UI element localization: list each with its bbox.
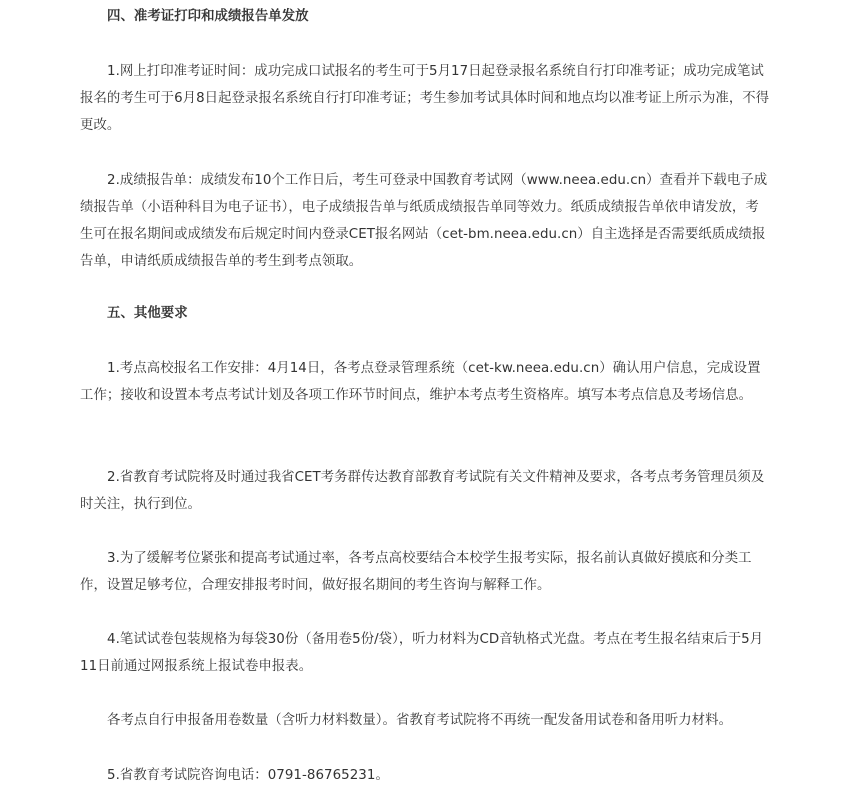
- paragraph-cet-group-notice: 2.省教育考试院将及时通过我省CET考务群传达教育部教育考试院有关文件精神及要求，各考点考务管理员须及时关注，执行到位。: [80, 470, 765, 512]
- section-heading-admission-ticket: 四、准考证打印和成绩报告单发放: [107, 9, 309, 24]
- paragraph-paper-packaging: 4.笔试试卷包装规格为每袋30份（备用卷5份/袋），听力材料为CD音轨格式光盘。考点在考生报名结束后于5月11日前通过网报系统上报试卷申报表。: [80, 632, 764, 674]
- paragraph-backup-papers: 各考点自行申报备用卷数量（含听力材料数量）。省教育考试院将不再统一配发备用试卷和备用听力材料。: [107, 713, 733, 728]
- section-heading-other-requirements: 五、其他要求: [107, 306, 188, 321]
- paragraph-seat-capacity: 3.为了缓解考位紧张和提高考试通过率，各考点高校要结合本校学生报考实际，报名前认真做好摸底和分类工作，设置足够考位，合理安排报考时间，做好报名期间的考生咨询与解释工作。: [80, 551, 752, 593]
- paragraph-registration-arrangement: 1.考点高校报名工作安排：4月14日，各考点登录管理系统（cet-kw.neea.edu.cn）确认用户信息，完成设置工作；接收和设置本考点考试计划及各项工作环节时间点，维护本考点考生资格库。填写本考点信息及考场信息。: [80, 361, 761, 403]
- paragraph-contact-phone: 5.省教育考试院咨询电话：0791-86765231。: [107, 768, 389, 783]
- paragraph-ticket-printing: 1.网上打印准考证时间：成功完成口试报名的考生可于5月17日起登录报名系统自行打印准考证；成功完成笔试报名的考生可于6月8日起登录报名系统自行打印准考证；考生参加考试具体时间和地点均以准考证上所示为准，不得更改。: [80, 64, 770, 133]
- paragraph-score-report: 2.成绩报告单：成绩发布10个工作日后，考生可登录中国教育考试网（www.neea.edu.cn）查看并下载电子成绩报告单（小语种科目为电子证书），电子成绩报告单与纸质成绩报告单同等效力。纸质成绩报告单依申请发放，考生可在报名期间或成绩发布后规定时间内登录CET报名网站（cet-bm.neea.edu.cn）自主选择是否需要纸质成绩报告单，申请纸质成绩报告单的考生到考点领取。: [80, 173, 768, 269]
